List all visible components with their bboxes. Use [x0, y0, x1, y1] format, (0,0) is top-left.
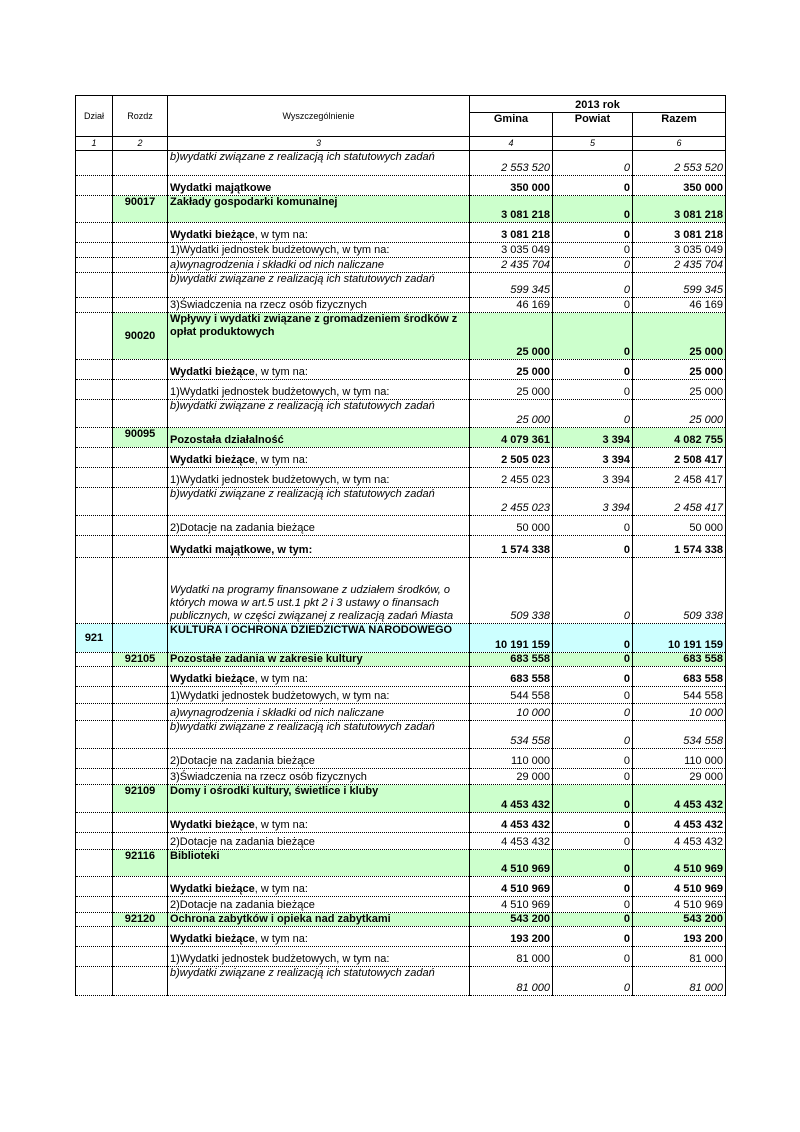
cell-gmina: 4 453 432 [470, 813, 553, 833]
cell-powiat: 0 [553, 258, 633, 273]
description-rest: , w tym na: [254, 454, 308, 466]
description-bold: Wydatki bieżące [170, 819, 255, 831]
cell-dzial [76, 468, 113, 488]
table-row [76, 947, 726, 967]
cell-description [168, 927, 470, 947]
cell-powiat: 0 [553, 967, 633, 996]
cell-dzial [76, 380, 113, 400]
cell-dzial [76, 360, 113, 380]
cell-gmina: 25 000 [470, 313, 553, 360]
cell-powiat: 0 [553, 223, 633, 243]
cell-dzial [76, 667, 113, 687]
col-header-wyszczegolnienie: Wyszczególnienie [168, 96, 470, 137]
cell-description: 1)Wydatki jednostek budżetowych, w tym na: [168, 947, 470, 967]
cell-dzial [76, 785, 113, 813]
cell-rozdz: 90017 [113, 196, 168, 223]
cell-gmina: 683 558 [470, 653, 553, 667]
cell-rozdz [113, 516, 168, 536]
cell-razem: 25 000 [633, 400, 726, 428]
cell-dzial [76, 243, 113, 258]
col-header-razem: Razem [633, 113, 726, 137]
cell-rozdz [113, 448, 168, 468]
cell-description: 2)Dotacje na zadania bieżące [168, 749, 470, 769]
cell-rozdz [113, 769, 168, 785]
cell-gmina: 683 558 [470, 667, 553, 687]
cell-rozdz [113, 360, 168, 380]
col-header-year: 2013 rok [470, 96, 726, 113]
cell-gmina: 4 453 432 [470, 833, 553, 850]
table-row [76, 813, 726, 833]
cell-rozdz: 92116 [113, 850, 168, 877]
table-row [76, 223, 726, 243]
cell-gmina: 25 000 [470, 400, 553, 428]
table-row [76, 927, 726, 947]
cell-dzial [76, 687, 113, 704]
cell-powiat: 0 [553, 785, 633, 813]
cell-dzial [76, 833, 113, 850]
cell-rozdz [113, 897, 168, 913]
cell-description: 2)Dotacje na zadania bieżące [168, 897, 470, 913]
cell-razem: 683 558 [633, 653, 726, 667]
cell-powiat: 0 [553, 624, 633, 653]
description-bold: Wydatki bieżące [170, 229, 255, 241]
col-header-rozdz: Rozdz [113, 96, 168, 137]
cell-gmina: 2 553 520 [470, 151, 553, 176]
table-row [76, 273, 726, 298]
table-row [76, 769, 726, 785]
cell-dzial [76, 749, 113, 769]
cell-rozdz [113, 151, 168, 176]
table-row [76, 258, 726, 273]
cell-description [168, 667, 470, 687]
col-number-6: 6 [633, 137, 726, 151]
cell-rozdz: 90095 [113, 428, 168, 448]
cell-gmina: 29 000 [470, 769, 553, 785]
cell-description: 2)Dotacje na zadania bieżące [168, 516, 470, 536]
cell-description [168, 223, 470, 243]
budget-sheet [75, 95, 725, 996]
cell-description: a)wynagrodzenia i składki od nich naliczane [168, 258, 470, 273]
cell-powiat: 0 [553, 536, 633, 558]
cell-rozdz [113, 877, 168, 897]
table-row [76, 428, 726, 448]
cell-powiat: 0 [553, 298, 633, 313]
cell-dzial [76, 877, 113, 897]
cell-gmina: 3 081 218 [470, 196, 553, 223]
cell-rozdz [113, 243, 168, 258]
cell-rozdz [113, 258, 168, 273]
cell-powiat: 3 394 [553, 488, 633, 516]
cell-powiat: 0 [553, 687, 633, 704]
cell-description: b)wydatki związane z realizacją ich statutowych zadań [168, 488, 470, 516]
table-row [76, 516, 726, 536]
cell-dzial [76, 536, 113, 558]
cell-razem: 4 510 969 [633, 877, 726, 897]
cell-description [168, 877, 470, 897]
cell-gmina: 50 000 [470, 516, 553, 536]
description-rest: , w tym na: [254, 366, 308, 378]
table-row [76, 624, 726, 653]
col-number-3: 3 [168, 137, 470, 151]
cell-rozdz [113, 687, 168, 704]
cell-dzial [76, 813, 113, 833]
cell-razem: 534 558 [633, 721, 726, 749]
cell-gmina: 543 200 [470, 913, 553, 927]
table-row [76, 468, 726, 488]
col-header-powiat: Powiat [553, 113, 633, 137]
cell-powiat: 0 [553, 833, 633, 850]
cell-description: Ochrona zabytków i opieka nad zabytkami [168, 913, 470, 927]
cell-razem: 350 000 [633, 176, 726, 196]
cell-gmina: 25 000 [470, 380, 553, 400]
cell-gmina: 25 000 [470, 360, 553, 380]
cell-gmina: 46 169 [470, 298, 553, 313]
description-bold: Wydatki bieżące [170, 366, 255, 378]
cell-powiat: 0 [553, 400, 633, 428]
cell-description: Pozostałe zadania w zakresie kultury [168, 653, 470, 667]
cell-razem: 2 508 417 [633, 448, 726, 468]
cell-dzial [76, 400, 113, 428]
cell-razem: 509 338 [633, 558, 726, 624]
cell-rozdz [113, 536, 168, 558]
cell-description: KULTURA I OCHRONA DZIEDZICTWA NARODOWEGO [168, 624, 470, 653]
cell-description: 1)Wydatki jednostek budżetowych, w tym na: [168, 468, 470, 488]
cell-dzial [76, 196, 113, 223]
cell-powiat: 0 [553, 813, 633, 833]
cell-rozdz [113, 624, 168, 653]
table-row [76, 833, 726, 850]
cell-powiat: 3 394 [553, 448, 633, 468]
cell-gmina: 350 000 [470, 176, 553, 196]
description-rest: , w tym na: [254, 883, 308, 895]
cell-powiat: 0 [553, 273, 633, 298]
cell-rozdz: 92105 [113, 653, 168, 667]
cell-description [168, 448, 470, 468]
cell-gmina: 193 200 [470, 927, 553, 947]
cell-powiat: 0 [553, 897, 633, 913]
cell-powiat: 0 [553, 927, 633, 947]
description-bold: Wydatki bieżące [170, 883, 255, 895]
cell-dzial [76, 176, 113, 196]
cell-rozdz [113, 721, 168, 749]
cell-gmina: 509 338 [470, 558, 553, 624]
cell-gmina: 1 574 338 [470, 536, 553, 558]
cell-powiat: 0 [553, 151, 633, 176]
cell-gmina: 544 558 [470, 687, 553, 704]
cell-rozdz: 92109 [113, 785, 168, 813]
cell-razem: 81 000 [633, 967, 726, 996]
cell-description: 3)Świadczenia na rzecz osób fizycznych [168, 298, 470, 313]
cell-powiat: 0 [553, 947, 633, 967]
cell-description: Wpływy i wydatki związane z gromadzeniem środków z opłat produktowych [168, 313, 470, 360]
cell-powiat: 0 [553, 558, 633, 624]
cell-dzial [76, 516, 113, 536]
table-row [76, 313, 726, 360]
cell-dzial [76, 223, 113, 243]
cell-description: Pozostała działalność [168, 428, 470, 448]
cell-description [168, 813, 470, 833]
cell-powiat: 0 [553, 380, 633, 400]
cell-gmina: 2 455 023 [470, 488, 553, 516]
col-number-4: 4 [470, 137, 553, 151]
cell-razem: 3 081 218 [633, 196, 726, 223]
cell-dzial [76, 151, 113, 176]
cell-description [168, 360, 470, 380]
cell-razem: 4 453 432 [633, 785, 726, 813]
table-row [76, 151, 726, 176]
header-row-numbers [76, 137, 726, 151]
cell-rozdz [113, 176, 168, 196]
cell-rozdz [113, 380, 168, 400]
cell-razem: 2 458 417 [633, 488, 726, 516]
cell-dzial [76, 653, 113, 667]
table-row [76, 749, 726, 769]
col-header-dzial: Dział [76, 96, 113, 137]
description-rest: , w tym na: [254, 673, 308, 685]
cell-rozdz: 90020 [113, 313, 168, 360]
cell-powiat: 0 [553, 653, 633, 667]
cell-rozdz [113, 813, 168, 833]
cell-dzial [76, 428, 113, 448]
cell-rozdz: 92120 [113, 913, 168, 927]
cell-razem: 10 000 [633, 704, 726, 721]
cell-gmina: 4 079 361 [470, 428, 553, 448]
table-row [76, 704, 726, 721]
cell-razem: 25 000 [633, 380, 726, 400]
col-number-2: 2 [113, 137, 168, 151]
cell-gmina: 81 000 [470, 967, 553, 996]
cell-dzial [76, 298, 113, 313]
cell-gmina: 81 000 [470, 947, 553, 967]
col-header-gmina: Gmina [470, 113, 553, 137]
cell-razem: 81 000 [633, 947, 726, 967]
table-row [76, 400, 726, 428]
cell-gmina: 4 510 969 [470, 877, 553, 897]
cell-razem: 4 453 432 [633, 813, 726, 833]
cell-description: b)wydatki związane z realizacją ich statutowych zadań [168, 273, 470, 298]
cell-description: 3)Świadczenia na rzecz osób fizycznych [168, 769, 470, 785]
cell-powiat: 0 [553, 176, 633, 196]
table-row [76, 488, 726, 516]
cell-gmina: 2 505 023 [470, 448, 553, 468]
cell-razem: 4 510 969 [633, 897, 726, 913]
table-row [76, 448, 726, 468]
cell-dzial [76, 721, 113, 749]
budget-table [75, 95, 726, 996]
table-row [76, 176, 726, 196]
col-number-1: 1 [76, 137, 113, 151]
cell-razem: 2 435 704 [633, 258, 726, 273]
cell-description: Domy i ośrodki kultury, świetlice i kluby [168, 785, 470, 813]
description-rest: , w tym na: [254, 229, 308, 241]
cell-dzial [76, 947, 113, 967]
cell-description: Zakłady gospodarki komunalnej [168, 196, 470, 223]
cell-description: a)wynagrodzenia i składki od nich naliczane [168, 704, 470, 721]
table-row [76, 558, 726, 624]
table-row [76, 687, 726, 704]
cell-rozdz [113, 667, 168, 687]
cell-razem: 2 458 417 [633, 468, 726, 488]
cell-description: 2)Dotacje na zadania bieżące [168, 833, 470, 850]
table-row [76, 721, 726, 749]
cell-dzial [76, 313, 113, 360]
header-row-year [76, 96, 726, 113]
cell-gmina: 599 345 [470, 273, 553, 298]
cell-razem: 25 000 [633, 360, 726, 380]
cell-powiat: 3 394 [553, 468, 633, 488]
cell-dzial [76, 273, 113, 298]
table-row [76, 298, 726, 313]
table-row [76, 243, 726, 258]
cell-gmina: 3 081 218 [470, 223, 553, 243]
cell-description: 1)Wydatki jednostek budżetowych, w tym na: [168, 380, 470, 400]
cell-powiat: 3 394 [553, 428, 633, 448]
table-row [76, 913, 726, 927]
table-row [76, 967, 726, 996]
description-rest: , w tym na: [254, 819, 308, 831]
cell-razem: 3 035 049 [633, 243, 726, 258]
cell-description: b)wydatki związane z realizacją ich statutowych zadań [168, 151, 470, 176]
cell-dzial [76, 897, 113, 913]
cell-powiat: 0 [553, 850, 633, 877]
table-row [76, 850, 726, 877]
table-row [76, 877, 726, 897]
cell-razem: 46 169 [633, 298, 726, 313]
cell-gmina: 4 510 969 [470, 850, 553, 877]
description-bold: Wydatki bieżące [170, 673, 255, 685]
cell-razem: 599 345 [633, 273, 726, 298]
cell-powiat: 0 [553, 749, 633, 769]
cell-powiat: 0 [553, 913, 633, 927]
cell-razem: 4 082 755 [633, 428, 726, 448]
cell-rozdz [113, 967, 168, 996]
cell-description: b)wydatki związane z realizacją ich statutowych zadań [168, 721, 470, 749]
description-bold: Wydatki bieżące [170, 454, 255, 466]
cell-dzial [76, 913, 113, 927]
cell-description: 1)Wydatki jednostek budżetowych, w tym na: [168, 687, 470, 704]
cell-dzial [76, 558, 113, 624]
cell-rozdz [113, 704, 168, 721]
cell-razem: 50 000 [633, 516, 726, 536]
cell-dzial [76, 769, 113, 785]
cell-razem: 544 558 [633, 687, 726, 704]
table-row [76, 360, 726, 380]
table-row [76, 196, 726, 223]
description-bold: Wydatki bieżące [170, 933, 255, 945]
cell-rozdz [113, 947, 168, 967]
col-number-5: 5 [553, 137, 633, 151]
cell-razem: 4 510 969 [633, 850, 726, 877]
cell-dzial [76, 488, 113, 516]
cell-rozdz [113, 558, 168, 624]
cell-rozdz [113, 488, 168, 516]
cell-dzial [76, 967, 113, 996]
cell-rozdz [113, 273, 168, 298]
cell-dzial [76, 704, 113, 721]
cell-rozdz [113, 468, 168, 488]
cell-gmina: 110 000 [470, 749, 553, 769]
cell-powiat: 0 [553, 360, 633, 380]
cell-razem: 3 081 218 [633, 223, 726, 243]
table-row [76, 653, 726, 667]
cell-description: Biblioteki [168, 850, 470, 877]
cell-razem: 25 000 [633, 313, 726, 360]
cell-description: Wydatki majątkowe [168, 176, 470, 196]
table-row [76, 785, 726, 813]
cell-powiat: 0 [553, 769, 633, 785]
cell-rozdz [113, 927, 168, 947]
cell-dzial [76, 927, 113, 947]
cell-gmina: 10 191 159 [470, 624, 553, 653]
cell-description: b)wydatki związane z realizacją ich statutowych zadań [168, 400, 470, 428]
cell-description: b)wydatki związane z realizacją ich statutowych zadań [168, 967, 470, 996]
cell-gmina: 2 455 023 [470, 468, 553, 488]
cell-powiat: 0 [553, 313, 633, 360]
table-row [76, 897, 726, 913]
cell-gmina: 4 453 432 [470, 785, 553, 813]
cell-rozdz [113, 749, 168, 769]
cell-powiat: 0 [553, 721, 633, 749]
cell-powiat: 0 [553, 516, 633, 536]
cell-razem: 543 200 [633, 913, 726, 927]
cell-description: Wydatki na programy finansowane z udziałem środków, o których mowa w art.5 ust.1 pkt 2 i 3 ustawy o finansach publicznych, w części związanej z realizacją zadań Miasta [168, 558, 470, 624]
description-rest: , w tym na: [254, 933, 308, 945]
cell-razem: 110 000 [633, 749, 726, 769]
cell-rozdz [113, 223, 168, 243]
cell-gmina: 534 558 [470, 721, 553, 749]
cell-dzial: 921 [76, 624, 113, 653]
cell-razem: 193 200 [633, 927, 726, 947]
cell-razem: 1 574 338 [633, 536, 726, 558]
cell-powiat: 0 [553, 667, 633, 687]
cell-razem: 2 553 520 [633, 151, 726, 176]
cell-dzial [76, 448, 113, 468]
table-row [76, 667, 726, 687]
cell-gmina: 4 510 969 [470, 897, 553, 913]
cell-powiat: 0 [553, 877, 633, 897]
table-row [76, 536, 726, 558]
cell-razem: 29 000 [633, 769, 726, 785]
cell-razem: 683 558 [633, 667, 726, 687]
cell-gmina: 3 035 049 [470, 243, 553, 258]
cell-description: 1)Wydatki jednostek budżetowych, w tym na: [168, 243, 470, 258]
cell-razem: 10 191 159 [633, 624, 726, 653]
cell-powiat: 0 [553, 704, 633, 721]
cell-rozdz [113, 298, 168, 313]
table-row [76, 380, 726, 400]
cell-razem: 4 453 432 [633, 833, 726, 850]
cell-gmina: 10 000 [470, 704, 553, 721]
cell-powiat: 0 [553, 196, 633, 223]
cell-dzial [76, 850, 113, 877]
cell-dzial [76, 258, 113, 273]
cell-rozdz [113, 400, 168, 428]
cell-rozdz [113, 833, 168, 850]
cell-gmina: 2 435 704 [470, 258, 553, 273]
cell-powiat: 0 [553, 243, 633, 258]
cell-description: Wydatki majątkowe, w tym: [168, 536, 470, 558]
